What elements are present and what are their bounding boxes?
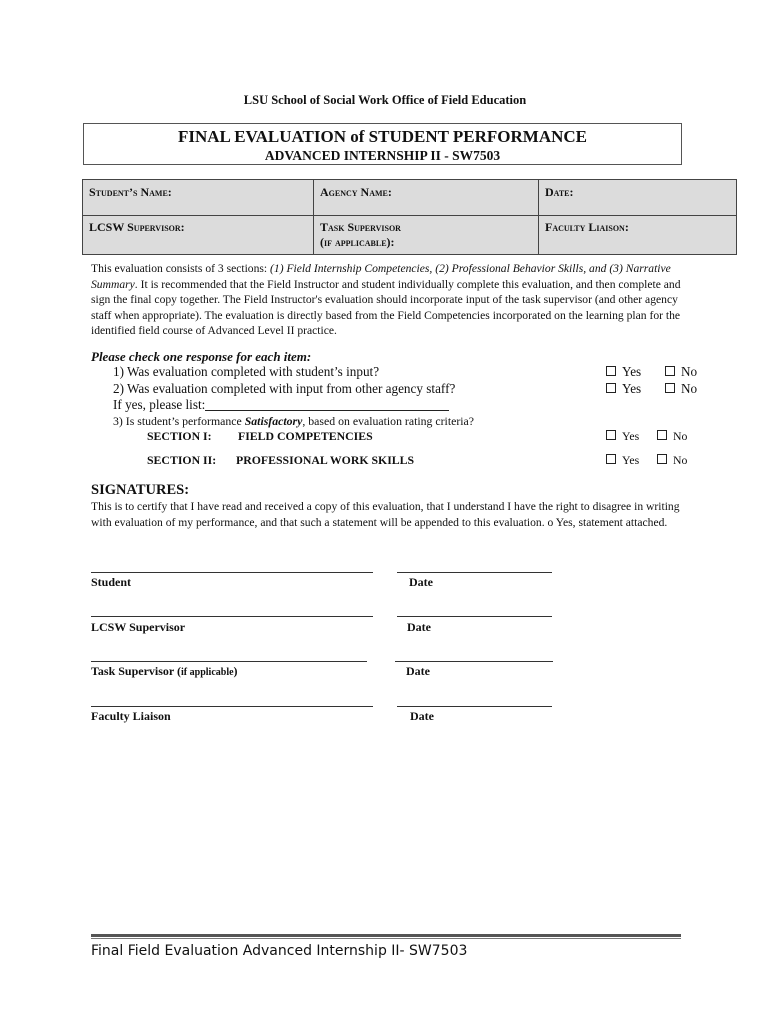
no-label: No	[673, 429, 688, 443]
checkbox-icon[interactable]	[606, 366, 616, 376]
no-label: No	[673, 453, 688, 467]
footer-text: Final Field Evaluation Advanced Internship II- SW7503	[91, 943, 468, 959]
s2-no-option[interactable]	[657, 453, 687, 468]
task-date-line[interactable]	[395, 661, 553, 662]
lcsw-date-label: Date	[407, 620, 431, 634]
task-signature-line[interactable]	[91, 661, 367, 662]
student-name-label: Student’s Name:	[89, 185, 172, 199]
task-supervisor-field[interactable]	[314, 216, 539, 255]
q2-yes-option[interactable]	[606, 381, 641, 397]
lcsw-supervisor-field[interactable]	[83, 216, 314, 255]
task-close: )	[233, 664, 238, 678]
section-1-label: SECTION I:	[147, 429, 212, 443]
intro-text-1: This evaluation consists of 3 sections:	[91, 262, 271, 275]
intro-paragraph	[91, 261, 691, 339]
date-label: Date:	[545, 185, 574, 199]
page-subtitle: ADVANCED INTERNSHIP II - SW7503	[264, 148, 501, 163]
question-3	[113, 414, 474, 429]
student-name-field[interactable]	[83, 180, 314, 216]
checkbox-icon[interactable]	[606, 454, 616, 464]
lcsw-label: LCSW Supervisor	[91, 620, 186, 634]
no-label: No	[681, 381, 698, 396]
footer-rule-thin	[91, 938, 681, 939]
section-2-label: SECTION II:	[147, 453, 217, 467]
q1-yes-option[interactable]	[606, 364, 641, 380]
signatures-statement: This is to certify that I have read and received a copy of this evaluation, that I understand I have the right to disagree in writing with evaluation of my performance, and that such a statement will be appended to this evaluation. o Yes, statement attached.	[91, 500, 680, 529]
if-yes-line	[113, 397, 449, 413]
yes-label: Yes	[622, 381, 642, 396]
yes-label: Yes	[622, 453, 640, 467]
yes-label: Yes	[622, 429, 640, 443]
student-date-label: Date	[409, 575, 433, 589]
section-2-name: PROFESSIONAL WORK SKILLS	[236, 453, 415, 467]
checkbox-icon[interactable]	[657, 454, 667, 464]
q3-emphasis: Satisfactory	[244, 414, 303, 428]
lcsw-signature-line[interactable]	[91, 616, 373, 617]
faculty-label: Faculty Liaison	[91, 709, 171, 723]
if-yes-input[interactable]	[205, 398, 449, 411]
lcsw-date-line[interactable]	[397, 616, 552, 617]
s2-yes-option[interactable]	[606, 453, 639, 468]
page-title: FINAL EVALUATION of STUDENT PERFORMANCE	[178, 127, 587, 146]
faculty-date-label: Date	[410, 709, 434, 723]
agency-name-field[interactable]	[314, 180, 539, 216]
checkbox-icon[interactable]	[657, 430, 667, 440]
q2-no-option[interactable]	[665, 381, 697, 397]
question-1: 1) Was evaluation completed with student’s input?	[113, 364, 380, 379]
student-date-line[interactable]	[397, 572, 552, 573]
checkbox-icon[interactable]	[606, 430, 616, 440]
signatures-heading: SIGNATURES:	[91, 482, 190, 498]
section-1-name: FIELD COMPETENCIES	[238, 429, 373, 443]
q1-no-option[interactable]	[665, 364, 697, 380]
faculty-date-line[interactable]	[397, 706, 552, 707]
intro-sections: (1) Field Internship Competencies, (2) Professional Behavior Skills, and (3) Narrative Summary	[91, 262, 671, 291]
checkbox-icon[interactable]	[665, 383, 675, 393]
q3-text-1: 3) Is student’s performance	[113, 414, 245, 428]
faculty-signature-line[interactable]	[91, 706, 373, 707]
checkbox-icon[interactable]	[606, 383, 616, 393]
agency-name-label: Agency Name:	[320, 185, 392, 199]
task-supervisor-note: (if applicable):	[320, 235, 395, 249]
faculty-liaison-label: Faculty Liaison:	[545, 220, 629, 234]
date-field[interactable]	[539, 180, 737, 216]
intro-text-2: . It is recommended that the Field Instructor and student individually complete this evaluation, and then complete and sign the final copy together. The Field Instructor's evaluation should incorporate input of the task supervisor (and other agency staff when appropriate). The evaluation is directly based from the Field Competencies incorporated on the learning plan for the identified field course of Advanced Level II practice.	[91, 277, 681, 338]
student-signature-line[interactable]	[91, 572, 373, 573]
question-2: 2) Was evaluation completed with input from other agency staff?	[113, 381, 456, 396]
yes-label: Yes	[622, 364, 642, 379]
task-label: Task Supervisor (	[91, 664, 182, 678]
no-label: No	[681, 364, 698, 379]
task-date-label: Date	[406, 664, 430, 678]
s1-yes-option[interactable]	[606, 429, 639, 444]
q3-text-2: , based on evaluation rating criteria?	[302, 414, 475, 428]
checkbox-icon[interactable]	[665, 366, 675, 376]
task-supervisor-label: Task Supervisor	[320, 220, 401, 234]
faculty-liaison-field[interactable]	[539, 216, 737, 255]
questions-heading: Please check one response for each item:	[91, 349, 312, 364]
task-supervisor-sig-label	[91, 664, 238, 679]
student-label: Student	[91, 575, 132, 589]
if-yes-label: If yes, please list:	[113, 397, 206, 412]
info-table	[82, 179, 737, 255]
lcsw-supervisor-label: LCSW Supervisor:	[89, 220, 185, 234]
footer-rule	[91, 934, 681, 937]
task-note: if applicable	[181, 667, 234, 678]
title-box	[83, 123, 682, 165]
s1-no-option[interactable]	[657, 429, 687, 444]
org-header: LSU School of Social Work Office of Field Education	[243, 93, 527, 107]
